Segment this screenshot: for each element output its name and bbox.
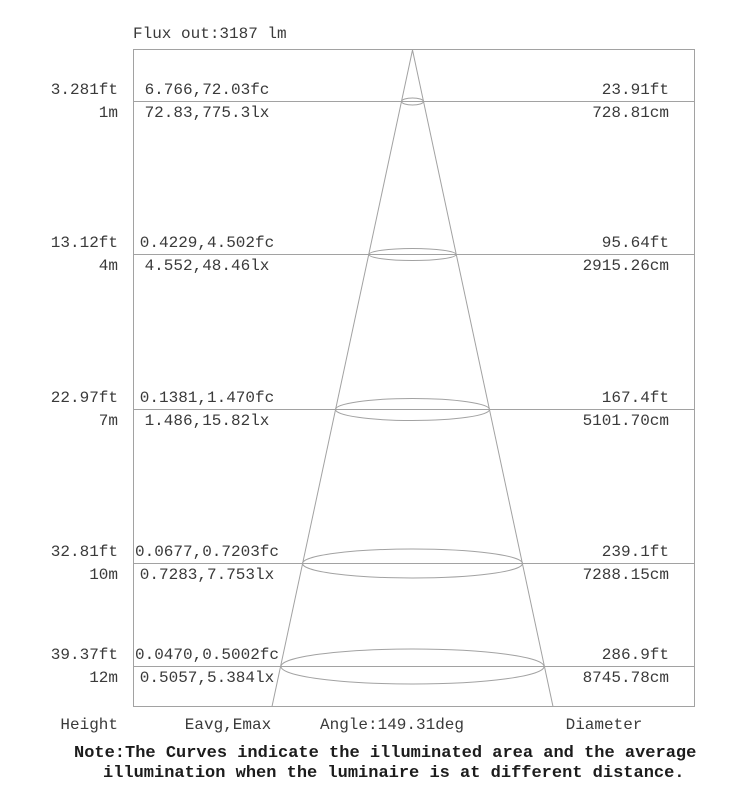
diameter-ft-value: 239.1ft: [601, 543, 669, 561]
height-m-label: 4m: [98, 257, 118, 275]
diameter-ft-value: 23.91ft: [601, 81, 669, 99]
diameter-column-label: Diameter: [565, 716, 643, 734]
eavg-lx-value: 72.83,775.3lx: [144, 104, 270, 122]
height-m-label: 10m: [89, 566, 118, 584]
diameter-ft-value: 286.9ft: [601, 646, 669, 664]
height-m-label: 7m: [98, 412, 118, 430]
flux-output-label: Flux out:3187 lm: [133, 25, 287, 43]
eavg-fc-value: 0.0677,0.7203fc: [134, 543, 280, 561]
eavg-emax-column-label: Eavg,Emax: [184, 716, 272, 734]
cone-left-edge: [272, 50, 413, 707]
beam-angle-label: Angle:149.31deg: [319, 716, 465, 734]
height-ft-label: 39.37ft: [50, 646, 118, 664]
eavg-lx-value: 1.486,15.82lx: [144, 412, 270, 430]
eavg-lx-value: 4.552,48.46lx: [144, 257, 270, 275]
diameter-cm-value: 5101.70cm: [582, 412, 669, 430]
diameter-ft-value: 167.4ft: [601, 389, 669, 407]
cone-right-edge: [413, 50, 554, 707]
diagram-border: [134, 50, 695, 707]
eavg-fc-value: 6.766,72.03fc: [144, 81, 270, 99]
diameter-cm-value: 7288.15cm: [582, 566, 669, 584]
height-m-label: 1m: [98, 104, 118, 122]
height-ft-label: 13.12ft: [50, 234, 118, 252]
note-line-1: Note:The Curves indicate the illuminated area and the average: [74, 744, 697, 763]
diameter-cm-value: 2915.26cm: [582, 257, 669, 275]
height-ft-label: 3.281ft: [50, 81, 118, 99]
note-line-2: illumination when the luminaire is at different distance.: [103, 764, 685, 783]
eavg-fc-value: 0.4229,4.502fc: [139, 234, 275, 252]
height-ft-label: 32.81ft: [50, 543, 118, 561]
height-ft-label: 22.97ft: [50, 389, 118, 407]
diameter-cm-value: 8745.78cm: [582, 669, 669, 687]
eavg-lx-value: 0.5057,5.384lx: [139, 669, 275, 687]
height-column-label: Height: [60, 716, 118, 734]
diameter-ft-value: 95.64ft: [601, 234, 669, 252]
diameter-cm-value: 728.81cm: [592, 104, 669, 122]
eavg-fc-value: 0.0470,0.5002fc: [134, 646, 280, 664]
eavg-fc-value: 0.1381,1.470fc: [139, 389, 275, 407]
eavg-lx-value: 0.7283,7.753lx: [139, 566, 275, 584]
height-m-label: 12m: [89, 669, 118, 687]
